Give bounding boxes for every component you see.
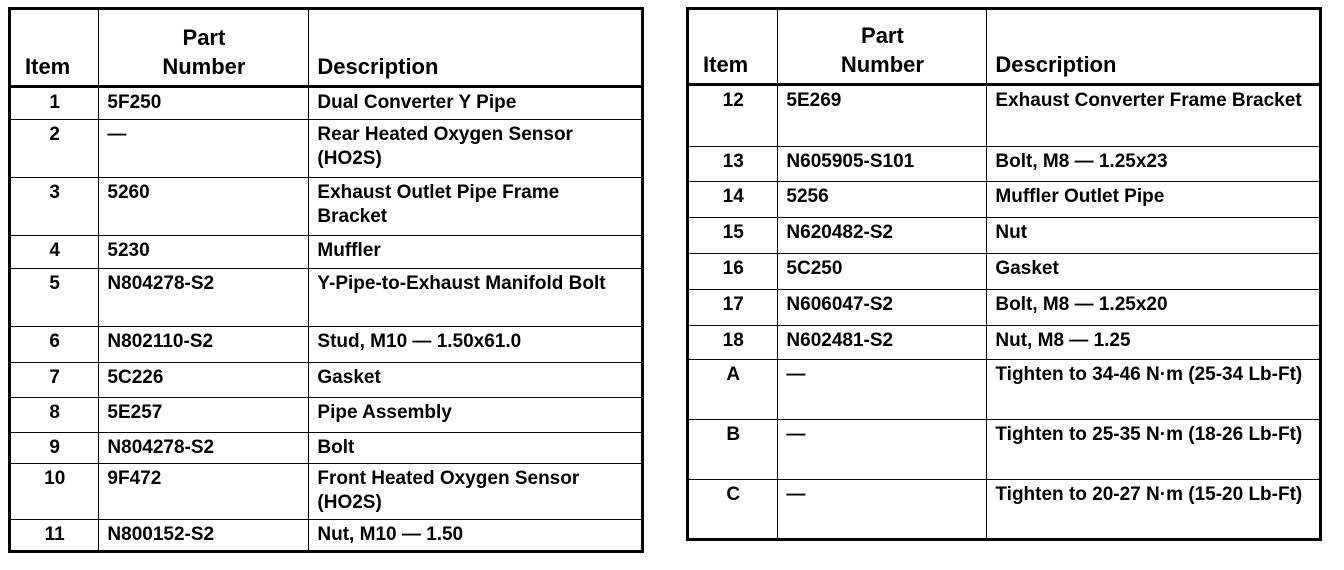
part-header-line2: Number <box>840 52 924 77</box>
part-number-cell: 5C226 <box>99 363 309 398</box>
part-number-cell: 5230 <box>99 236 309 269</box>
part-number-cell: 9F472 <box>99 464 309 520</box>
description-cell: Y-Pipe-to-Exhaust Manifold Bolt <box>309 269 643 327</box>
part-number-cell: 5260 <box>99 178 309 236</box>
part-number-cell: N605905-S101 <box>778 147 987 182</box>
item-cell: 10 <box>10 464 99 520</box>
description-cell: Gasket <box>987 254 1321 290</box>
part-number-cell: — <box>99 120 309 178</box>
item-cell: 8 <box>10 398 99 433</box>
part-number-header <box>778 9 987 85</box>
part-number-cell: N800152-S2 <box>99 520 309 552</box>
table-row <box>688 147 1321 182</box>
description-cell: Nut, M10 — 1.50 <box>309 520 643 552</box>
description-cell: Tighten to 34-46 N·m (25-34 Lb-Ft) <box>987 360 1321 420</box>
part-number-cell: N804278-S2 <box>99 269 309 327</box>
part-number-cell: N802110-S2 <box>99 327 309 363</box>
part-number-cell: N606047-S2 <box>778 290 987 326</box>
part-number-cell: N804278-S2 <box>99 433 309 464</box>
description-cell: Exhaust Outlet Pipe Frame Bracket <box>309 178 643 236</box>
table-row <box>688 85 1321 147</box>
description-cell: Tighten to 25-35 N·m (18-26 Lb-Ft) <box>987 420 1321 480</box>
item-cell: 4 <box>10 236 99 269</box>
item-cell: C <box>688 480 778 540</box>
description-cell: Stud, M10 — 1.50x61.0 <box>309 327 643 363</box>
table-row <box>10 327 643 363</box>
table-row <box>688 360 1321 420</box>
description-cell: Front Heated Oxygen Sensor (HO2S) <box>309 464 643 520</box>
part-header-line1: Part <box>182 25 226 50</box>
part-number-cell: — <box>778 480 987 540</box>
part-header-line2: Number <box>162 54 246 79</box>
description-cell: Bolt, M8 — 1.25x23 <box>987 147 1321 182</box>
table-row <box>10 464 643 520</box>
description-cell: Exhaust Converter Frame Bracket <box>987 85 1321 147</box>
table-row <box>10 120 643 178</box>
table-row <box>688 218 1321 254</box>
part-number-cell: 5C250 <box>778 254 987 290</box>
table-row <box>10 87 643 120</box>
table-row <box>10 520 643 552</box>
table-row <box>10 433 643 464</box>
part-number-cell: N620482-S2 <box>778 218 987 254</box>
part-number-cell: — <box>778 420 987 480</box>
header-row <box>688 9 1321 85</box>
part-number-cell: 5F250 <box>99 87 309 120</box>
item-cell: 9 <box>10 433 99 464</box>
description-cell: Tighten to 20-27 N·m (15-20 Lb-Ft) <box>987 480 1321 540</box>
description-cell: Dual Converter Y Pipe <box>309 87 643 120</box>
item-cell: 3 <box>10 178 99 236</box>
table-row <box>688 480 1321 540</box>
table-row <box>688 326 1321 360</box>
item-cell: 6 <box>10 327 99 363</box>
parts-table-left <box>8 7 644 553</box>
description-cell: Rear Heated Oxygen Sensor (HO2S) <box>309 120 643 178</box>
item-header: Item <box>10 9 99 87</box>
description-cell: Nut, M8 — 1.25 <box>987 326 1321 360</box>
table-row <box>10 178 643 236</box>
table-row <box>688 290 1321 326</box>
description-cell: Bolt <box>309 433 643 464</box>
part-number-cell: 5E257 <box>99 398 309 433</box>
description-cell: Muffler <box>309 236 643 269</box>
table-row <box>10 363 643 398</box>
item-cell: B <box>688 420 778 480</box>
item-cell: A <box>688 360 778 420</box>
item-cell: 18 <box>688 326 778 360</box>
part-header-line1: Part <box>861 23 904 48</box>
parts-table-right <box>686 7 1322 541</box>
table-row <box>688 182 1321 218</box>
item-cell: 16 <box>688 254 778 290</box>
item-cell: 7 <box>10 363 99 398</box>
description-header: Description <box>987 9 1321 85</box>
table-row <box>10 269 643 327</box>
item-cell: 17 <box>688 290 778 326</box>
item-cell: 12 <box>688 85 778 147</box>
description-header: Description <box>309 9 643 87</box>
item-cell: 11 <box>10 520 99 552</box>
part-number-cell: 5256 <box>778 182 987 218</box>
item-cell: 15 <box>688 218 778 254</box>
description-cell: Pipe Assembly <box>309 398 643 433</box>
item-header: Item <box>688 9 778 85</box>
description-cell: Bolt, M8 — 1.25x20 <box>987 290 1321 326</box>
description-cell: Nut <box>987 218 1321 254</box>
part-number-header <box>99 9 309 87</box>
item-cell: 5 <box>10 269 99 327</box>
header-row <box>10 9 643 87</box>
item-cell: 2 <box>10 120 99 178</box>
item-cell: 14 <box>688 182 778 218</box>
description-cell: Gasket <box>309 363 643 398</box>
table-row <box>10 236 643 269</box>
item-cell: 13 <box>688 147 778 182</box>
part-number-cell: — <box>778 360 987 420</box>
description-cell: Muffler Outlet Pipe <box>987 182 1321 218</box>
table-row <box>10 398 643 433</box>
part-number-cell: N602481-S2 <box>778 326 987 360</box>
table-row <box>688 254 1321 290</box>
part-number-cell: 5E269 <box>778 85 987 147</box>
item-cell: 1 <box>10 87 99 120</box>
table-row <box>688 420 1321 480</box>
